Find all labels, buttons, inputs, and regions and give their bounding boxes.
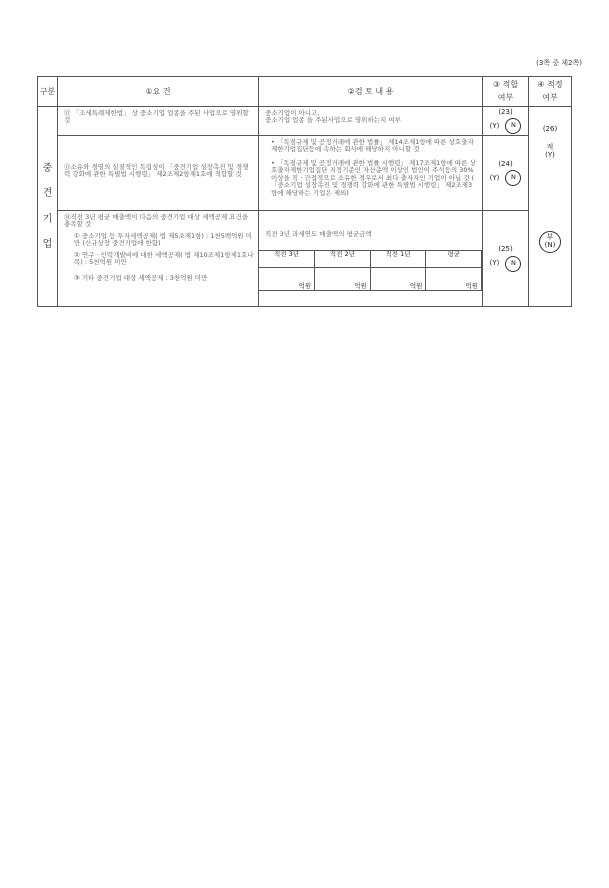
field-number: (23) xyxy=(498,107,513,116)
final-value-sub: (Y) xyxy=(545,151,555,160)
final-no-circled[interactable] xyxy=(539,231,561,253)
final-no-top: 부 xyxy=(546,233,554,242)
review-bullet: • 「독점규제 및 공정거래에 관한 법률」 제14조제1항에 따른 상호출자제한기업집단등에 속하는 회사에 해당하지 아니할 것 xyxy=(271,138,474,154)
revenue-input[interactable]: 억원 xyxy=(370,268,426,291)
header-final-bottom: 여부 xyxy=(542,92,558,102)
header-final-top: ④ 적정 xyxy=(537,79,563,89)
category-char: 업 xyxy=(42,239,53,250)
no-option-circled[interactable]: N xyxy=(505,256,521,272)
field-number: (25) xyxy=(498,245,513,254)
review-text: 중소기업이 아니고, 중소기업 업종 을 주된사업으로 영위하는지 여부 xyxy=(265,109,401,125)
page-number: (3쪽 중 제2쪽) xyxy=(536,59,582,67)
yes-option[interactable]: (Y) xyxy=(489,259,500,268)
requirement-item: ③ 기타 중견기업 대상 세액공제 : 3천억원 미만 xyxy=(74,273,208,282)
final-value: 적 xyxy=(546,143,554,152)
yes-option[interactable]: (Y) xyxy=(489,173,500,182)
yes-option[interactable]: (Y) xyxy=(489,121,500,130)
final-no-bottom: (N) xyxy=(544,241,556,250)
requirement-text: ⑪ 「조세특례제한법」 상 중소기업 업종을 주된 사업으로 영위할 것 xyxy=(64,109,249,125)
no-option-circled[interactable]: N xyxy=(505,170,521,186)
year-header: 직전 1년 xyxy=(370,251,426,268)
final-number: (26) xyxy=(542,125,558,133)
suitability-row-3 xyxy=(483,211,529,307)
header-review: ②검 토 내 용 xyxy=(259,77,483,107)
field-number: (24) xyxy=(498,159,513,168)
requirement-row-2 xyxy=(58,136,259,211)
category-char: 견 xyxy=(42,188,53,199)
no-option-circled[interactable]: N xyxy=(505,118,521,134)
header-suitability-top: ③ 적합 xyxy=(492,79,519,89)
header-suitability xyxy=(483,77,529,107)
year-header: 평균 xyxy=(426,251,482,268)
requirement-item: ① 중소기업 등 투자세액공제( 법 제5조제1항) : 1천5백억원 미만 (신규상장 중견기업에 한함) xyxy=(74,231,253,248)
suitability-row-2 xyxy=(483,136,529,211)
review-bullet: • 「독점규제 및 공정거래에 관한 법률 시행령」 제17조제1항에 따른 상호출자제한기업집단 지정기준인 자산총액 이상인 법인이 주식등의 30%이상을 직 · 간접적으로 소유한 경우로서 최다 출자자인 기업이 아닐 것 ( 「중소기업 성장촉진 및 경쟁력 강화에 관한 특별법 시행령」 제2조제3항에 해당하는 기업은 제외) xyxy=(271,158,476,197)
header-final xyxy=(529,77,572,107)
final-cell xyxy=(529,107,572,307)
review-title: 직전 3년 과세연도 매출액의 평균금액 xyxy=(265,230,372,238)
year-header: 직전 3년 xyxy=(259,251,315,268)
sme-review-form xyxy=(37,76,572,307)
header-category: 구분 xyxy=(38,77,58,107)
header-requirements: ①요 건 xyxy=(58,77,259,107)
suitability-row-1 xyxy=(483,107,529,136)
revenue-input[interactable]: 억원 xyxy=(315,268,371,291)
requirement-row-1 xyxy=(58,107,259,136)
revenue-input[interactable]: 억원 xyxy=(426,268,482,291)
requirement-title: ⑭직전 3년 평균 매출액이 다음의 중견기업 대상 세액공제 요건을 충족할 것 xyxy=(64,213,249,229)
revenue-input[interactable]: 억원 xyxy=(259,268,315,291)
requirement-item: ② 연구 · 인력개발비에 대한 세액공제( 법 제10조제1항제1호나목) : 5천억원 미만 xyxy=(74,250,254,267)
header-suitability-bottom: 여부 xyxy=(497,92,514,102)
category-char: 기 xyxy=(42,213,53,225)
category-cell xyxy=(38,107,58,307)
review-row-3 xyxy=(259,211,483,307)
requirement-row-3 xyxy=(58,211,259,307)
review-row-2 xyxy=(259,136,483,211)
category-char: 중 xyxy=(42,162,53,174)
requirement-text: ⑬소유와 경영의 실질적인 독립성이 「중견기업 성장촉진 및 경쟁력 강화에 관한 특별법 시행령」 제2조제2항제1호에 적합할 것 xyxy=(64,162,249,178)
year-header: 직전 2년 xyxy=(315,251,371,268)
review-row-1 xyxy=(259,107,483,136)
revenue-table xyxy=(259,250,482,291)
